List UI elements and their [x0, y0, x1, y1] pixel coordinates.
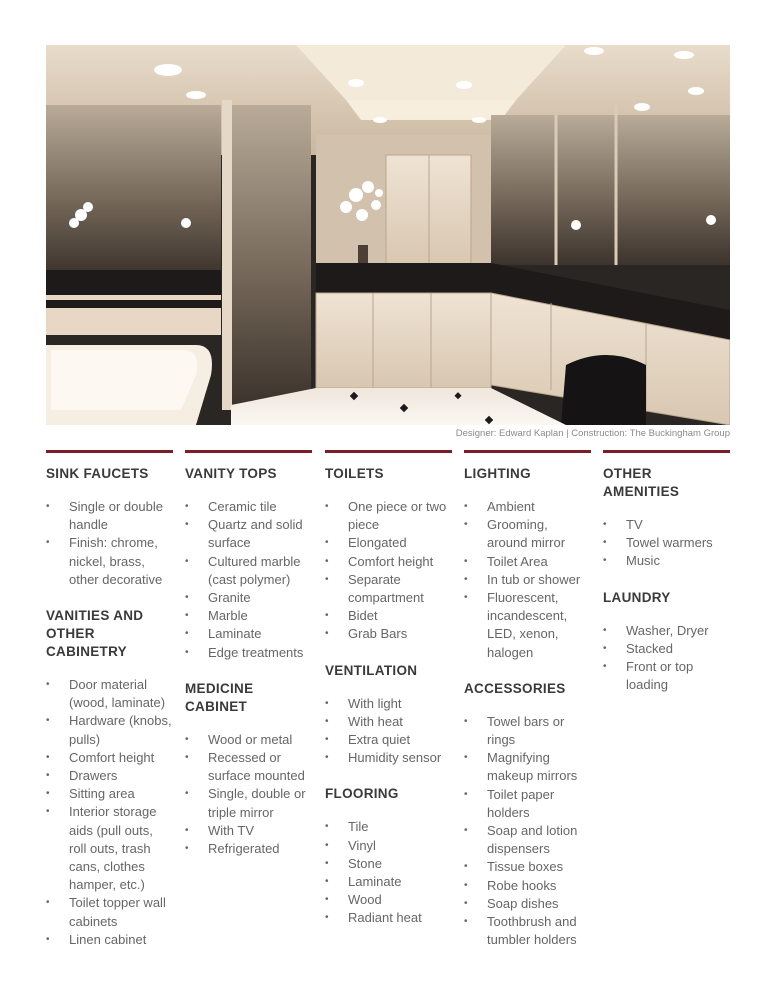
list-item: • Hardware (knobs, pulls): [46, 712, 173, 748]
bathroom-illustration: [46, 45, 730, 425]
column-2: [185, 450, 312, 858]
list-item: • Quartz and solid surface: [185, 516, 312, 552]
list-item: • Soap and lotion dispensers: [464, 822, 591, 858]
list-item: • Front or top loading: [603, 658, 730, 694]
list-item: • With light: [325, 695, 452, 713]
item-list: [464, 498, 591, 662]
list-item: • Ceramic tile: [185, 498, 312, 516]
item-list: [325, 695, 452, 768]
list-item: • Extra quiet: [325, 731, 452, 749]
item-list: [185, 731, 312, 858]
list-item: • One piece or two piece: [325, 498, 452, 534]
section-vanity-tops: [185, 465, 312, 662]
section-sink-faucets: [46, 465, 173, 589]
list-item: • Door material (wood, laminate): [46, 676, 173, 712]
list-item: • Towel bars or rings: [464, 713, 591, 749]
item-list: [325, 498, 452, 644]
list-item: • Single, double or triple mirror: [185, 785, 312, 821]
list-item: • Recessed or surface mounted: [185, 749, 312, 785]
section-title: LIGHTING: [464, 466, 531, 481]
list-item: • Granite: [185, 589, 312, 607]
list-item: • Toothbrush and tumbler holders: [464, 913, 591, 949]
list-item: • Wood: [325, 891, 452, 909]
list-item: • Sitting area: [46, 785, 173, 803]
section-other-amenities: [603, 465, 730, 571]
item-list: [325, 818, 452, 927]
list-item: • Grab Bars: [325, 625, 452, 643]
list-item: • Interior storage aids (pull outs, roll outs, trash cans, clothes hamper, etc.): [46, 803, 173, 894]
list-item: • Soap dishes: [464, 895, 591, 913]
list-item: • Elongated: [325, 534, 452, 552]
list-item: • Single or double handle: [46, 498, 173, 534]
column-divider: [603, 450, 730, 453]
list-item: • Ambient: [464, 498, 591, 516]
section-accessories: [464, 680, 591, 950]
column-divider: [185, 450, 312, 453]
column-5: [603, 450, 730, 694]
list-item: • Laminate: [325, 873, 452, 891]
list-item: • Grooming, around mirror: [464, 516, 591, 552]
list-item: • Tissue boxes: [464, 858, 591, 876]
section-title: OTHER AMENITIES: [603, 466, 680, 499]
item-list: [46, 676, 173, 949]
list-item: • Toilet paper holders: [464, 786, 591, 822]
list-item: • Toilet topper wall cabinets: [46, 894, 173, 930]
section-toilets: [325, 465, 452, 644]
section-vanities: [46, 607, 173, 949]
section-title: VANITY TOPS: [185, 466, 277, 481]
list-item: • Linen cabinet: [46, 931, 173, 949]
section-medicine-cabinet: [185, 680, 312, 858]
list-item: • Stacked: [603, 640, 730, 658]
column-divider: [464, 450, 591, 453]
section-title: VENTILATION: [325, 662, 418, 678]
section-title: MEDICINE CABINET: [185, 680, 254, 714]
list-item: • Fluorescent, incandescent, LED, xenon, halogen: [464, 589, 591, 662]
list-item: • With TV: [185, 822, 312, 840]
list-item: • Vinyl: [325, 837, 452, 855]
section-lighting: [464, 465, 591, 662]
item-list: [603, 622, 730, 695]
item-list: [185, 498, 312, 662]
list-item: • Laminate: [185, 625, 312, 643]
list-item: • Robe hooks: [464, 877, 591, 895]
list-item: • Cultured marble (cast polymer): [185, 553, 312, 589]
list-item: • With heat: [325, 713, 452, 731]
list-item: • Drawers: [46, 767, 173, 785]
column-divider: [325, 450, 452, 453]
list-item: • Music: [603, 552, 730, 570]
list-item: • Edge treatments: [185, 644, 312, 662]
column-3: [325, 450, 452, 928]
section-title: SINK FAUCETS: [46, 466, 149, 481]
list-item: • Tile: [325, 818, 452, 836]
column-1: [46, 450, 173, 949]
section-title: FLOORING: [325, 786, 399, 802]
column-4: [464, 450, 591, 949]
item-list: [464, 713, 591, 950]
section-title: TOILETS: [325, 466, 384, 481]
list-item: • Wood or metal: [185, 731, 312, 749]
list-item: • Radiant heat: [325, 909, 452, 927]
section-title: LAUNDRY: [603, 589, 671, 605]
column-divider: [46, 450, 173, 453]
list-item: • Separate compartment: [325, 571, 452, 607]
list-item: • Stone: [325, 855, 452, 873]
list-item: • Marble: [185, 607, 312, 625]
list-item: • Magnifying makeup mirrors: [464, 749, 591, 785]
list-item: • In tub or shower: [464, 571, 591, 589]
list-item: • Bidet: [325, 607, 452, 625]
section-title: VANITIES AND OTHER CABINETRY: [46, 608, 144, 660]
list-item: • Toilet Area: [464, 553, 591, 571]
list-item: • Washer, Dryer: [603, 622, 730, 640]
section-title: ACCESSORIES: [464, 680, 566, 696]
list-item: • Comfort height: [325, 553, 452, 571]
section-ventilation: [325, 662, 452, 768]
item-list: [603, 516, 730, 571]
list-item: • Comfort height: [46, 749, 173, 767]
photo-credit: Designer: Edward Kaplan | Construction: The Buckingham Group: [455, 428, 730, 439]
list-item: • Finish: chrome, nickel, brass, other decorative: [46, 534, 173, 589]
bathroom-photo: [46, 45, 730, 425]
list-item: • Towel warmers: [603, 534, 730, 552]
list-item: • Humidity sensor: [325, 749, 452, 767]
list-item: • Refrigerated: [185, 840, 312, 858]
section-flooring: [325, 785, 452, 927]
item-list: [46, 498, 173, 589]
section-laundry: [603, 589, 730, 695]
list-item: • TV: [603, 516, 730, 534]
